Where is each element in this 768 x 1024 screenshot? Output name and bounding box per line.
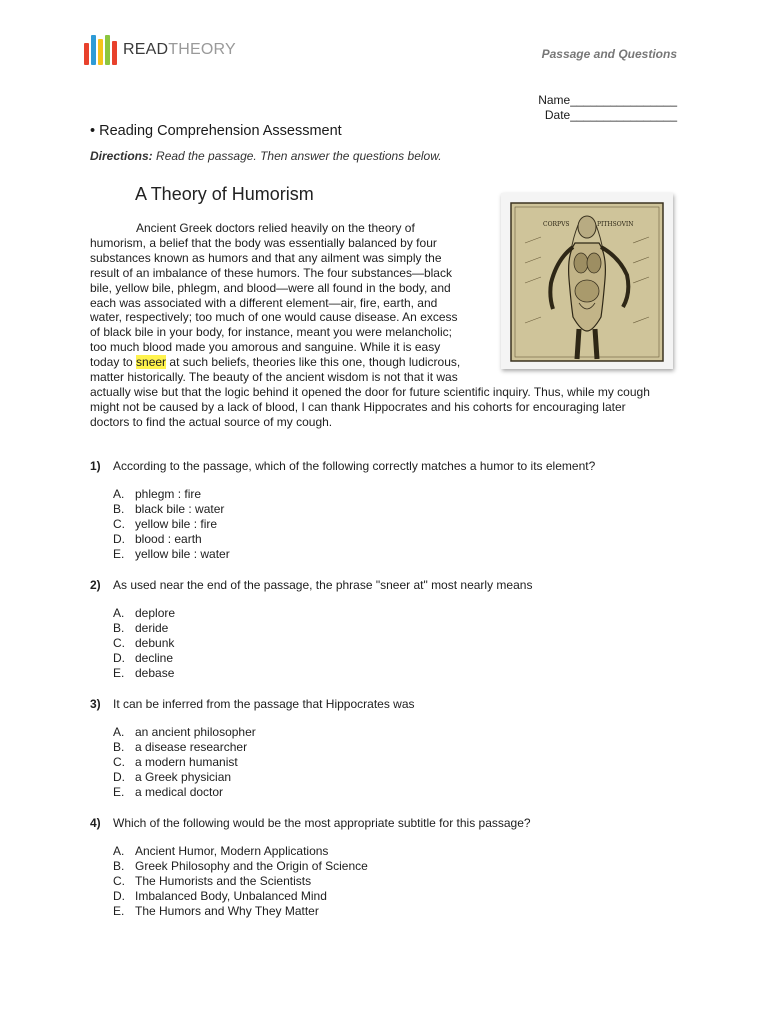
- passage-line: humorism, a belief that the body was essentially balanced by four: [90, 235, 437, 250]
- answer-option[interactable]: E. debase: [113, 665, 175, 680]
- answer-option[interactable]: B. deride: [113, 620, 169, 635]
- passage-line: bile, yellow bile, phlegm, and blood—were all found in the body, and: [90, 280, 451, 295]
- passage-line: today to sneer at such beliefs, theories like this one, though ludicrous,: [90, 355, 461, 370]
- question-number: 1): [90, 459, 101, 473]
- question-3: [90, 697, 415, 800]
- question-stem: According to the passage, which of the following correctly matches a humor to its element?: [113, 459, 596, 473]
- date-field: Date________________: [544, 108, 677, 122]
- question-stem: As used near the end of the passage, the phrase "sneer at" most nearly means: [113, 578, 533, 592]
- logo-bar: [84, 43, 89, 65]
- directions-label: Directions:: [90, 149, 153, 163]
- question-number: 3): [90, 697, 101, 711]
- answer-option[interactable]: B. black bile : water: [113, 501, 225, 516]
- answer-option[interactable]: E. The Humors and Why They Matter: [113, 903, 319, 918]
- question-2: [90, 578, 532, 681]
- answer-option[interactable]: B. Greek Philosophy and the Origin of Science: [113, 858, 368, 873]
- logo-bar: [105, 35, 110, 65]
- readtheory-logo: [84, 35, 236, 65]
- logo-wordmark: [123, 41, 236, 59]
- figure-label-left: CORPVS: [543, 221, 570, 228]
- answer-option[interactable]: D. decline: [113, 650, 174, 665]
- header-label: Passage and Questions: [541, 47, 677, 61]
- passage-line: might not be caused by a lack of blood, I can thank Hippocrates and his cohorts for encouraging later: [90, 399, 626, 414]
- logo-theory-text: THEORY: [168, 41, 236, 58]
- logo-bar: [112, 41, 117, 65]
- answer-option[interactable]: B. a disease researcher: [113, 739, 248, 754]
- passage-line: each was associated with a different element—air, fire, earth, and: [90, 295, 438, 310]
- question-number: 4): [90, 816, 101, 830]
- answer-option[interactable]: D. a Greek physician: [113, 769, 232, 784]
- answer-option[interactable]: C. a modern humanist: [113, 754, 238, 769]
- assessment-heading: • Reading Comprehension Assessment: [90, 123, 342, 139]
- directions-text: Read the passage. Then answer the questions below.: [152, 149, 442, 163]
- passage-wrapped-text: [90, 221, 483, 385]
- name-date-block: [538, 93, 677, 123]
- passage-line: Ancient Greek doctors relied heavily on the theory of: [136, 221, 415, 235]
- answer-option[interactable]: D. blood : earth: [113, 531, 202, 546]
- logo-bar: [91, 35, 96, 65]
- question-stem: Which of the following would be the most appropriate subtitle for this passage?: [113, 816, 531, 830]
- passage-line: of black bile in your body, for instance, meant you were melancholic;: [90, 325, 452, 340]
- directions: [90, 149, 442, 163]
- question-4: [90, 816, 531, 919]
- answer-option[interactable]: C. debunk: [113, 635, 175, 650]
- answer-option[interactable]: A. an ancient philosopher: [113, 725, 256, 739]
- passage-body: [90, 221, 685, 430]
- passage-line: actually wise but that the logic behind it opened the door for future scientific inquiry. Thus, while my cough: [90, 384, 650, 399]
- figure-label-right: PITHSOVIN: [597, 221, 634, 228]
- answer-option[interactable]: E. a medical doctor: [113, 784, 224, 799]
- passage-line: result of an imbalance of these humors. The four substances—black: [90, 265, 452, 280]
- answer-option[interactable]: C. The Humorists and the Scientists: [113, 873, 312, 888]
- passage-line: doctors to find the actual source of my cough.: [90, 414, 333, 429]
- passage-title: A Theory of Humorism: [135, 184, 314, 204]
- question-stem: It can be inferred from the passage that Hippocrates was: [113, 697, 415, 711]
- answer-option[interactable]: D. Imbalanced Body, Unbalanced Mind: [113, 888, 327, 903]
- question-1: [90, 459, 595, 562]
- answer-option[interactable]: A. deplore: [113, 606, 176, 620]
- question-number: 2): [90, 578, 101, 592]
- logo-bars-icon: [84, 35, 117, 65]
- answer-option[interactable]: A. phlegm : fire: [113, 487, 202, 501]
- highlighted-word-sneer: sneer: [136, 355, 167, 370]
- logo-read-text: READ: [123, 41, 169, 58]
- answer-option[interactable]: E. yellow bile : water: [113, 546, 230, 561]
- answer-option[interactable]: C. yellow bile : fire: [113, 516, 218, 531]
- name-field: Name________________: [538, 93, 677, 107]
- logo-bar: [98, 39, 103, 65]
- passage-line: too much blood made you amorous and sanguine. While it is easy: [90, 340, 441, 355]
- passage-line: matter historically. The beauty of the ancient wisdom is not that it was: [90, 370, 458, 385]
- passage-line: water, respectively; too much of one would cause disease. An excess: [90, 310, 458, 325]
- answer-option[interactable]: A. Ancient Humor, Modern Applications: [113, 844, 329, 858]
- passage-line: substances known as humors and that any ailment was simply the: [90, 250, 442, 265]
